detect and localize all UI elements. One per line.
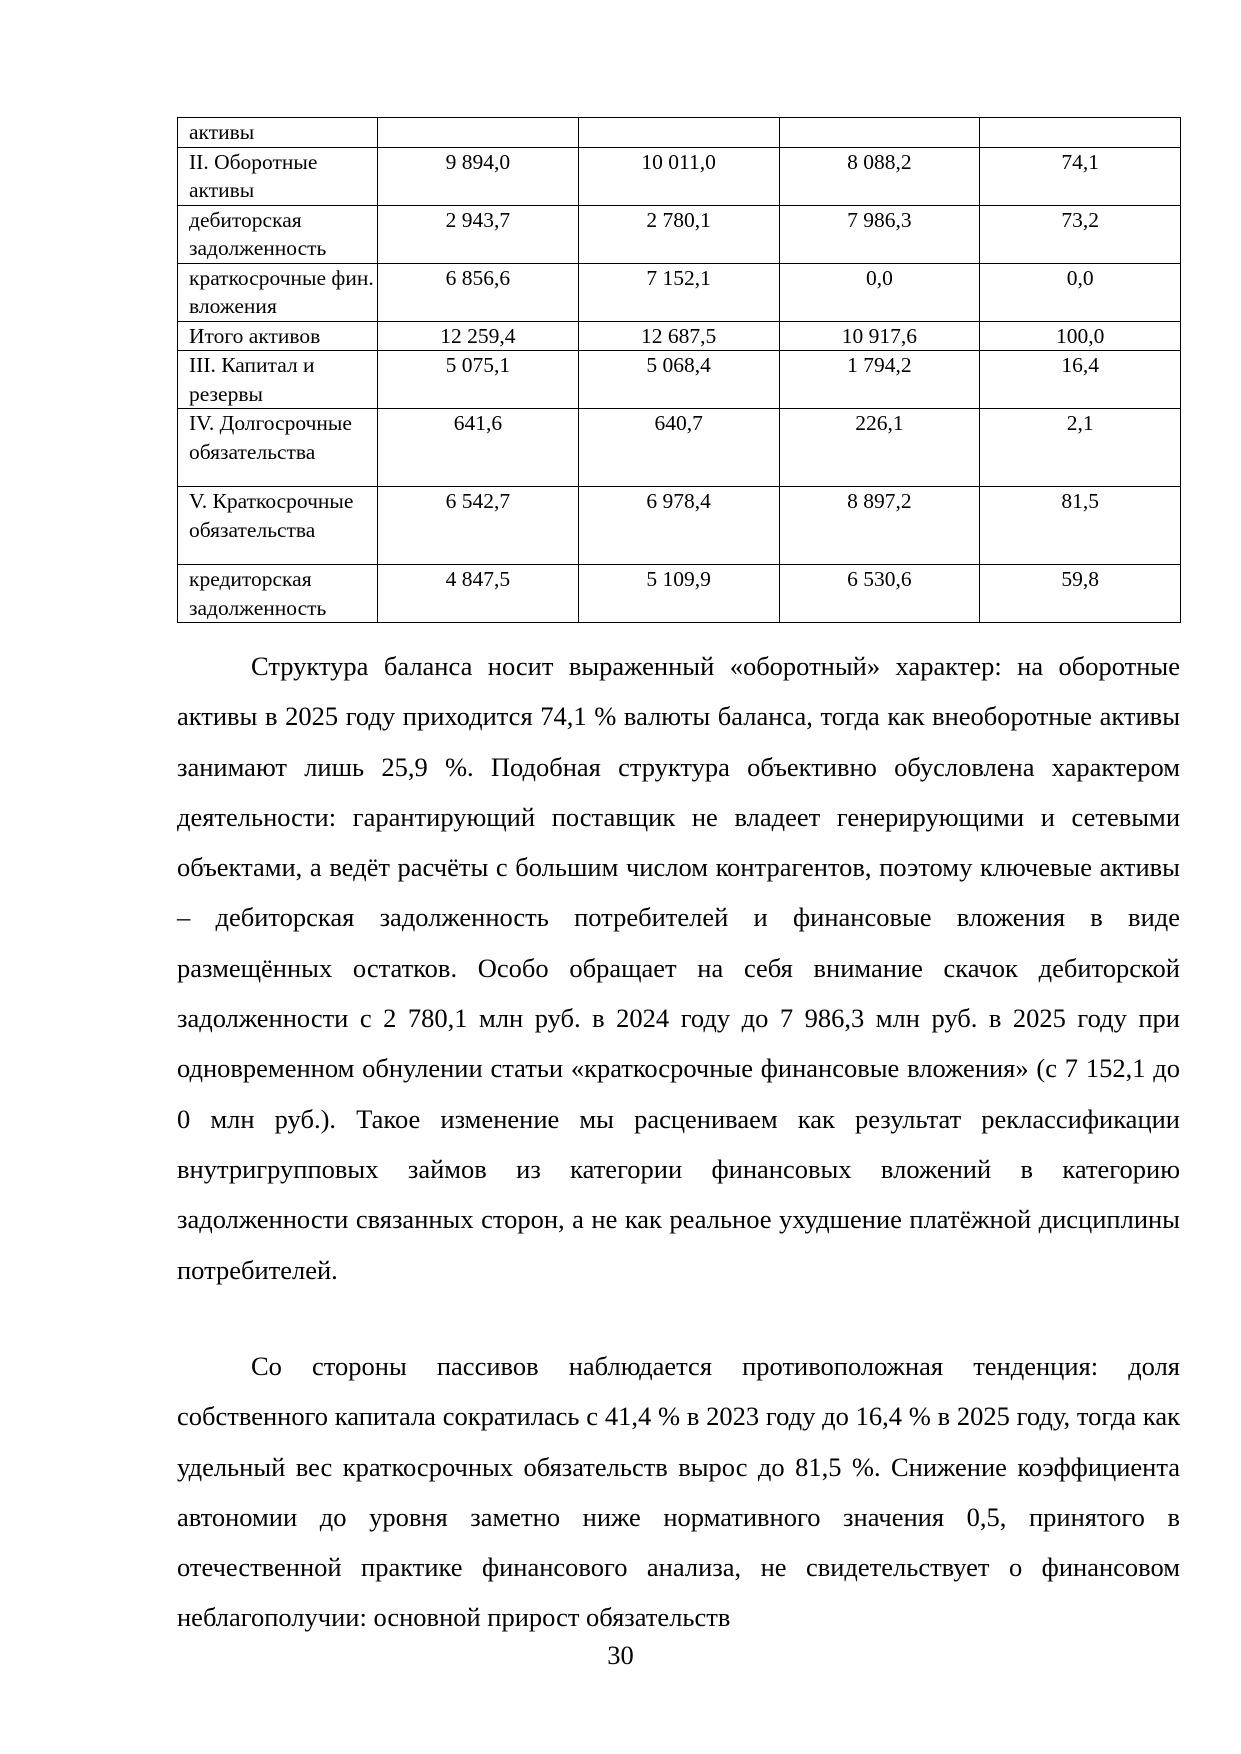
- value-cell: 226,1: [779, 409, 980, 487]
- table-row: [178, 205, 1181, 263]
- value-cell: 100,0: [980, 321, 1181, 351]
- value-cell: 9 894,0: [378, 147, 579, 205]
- table-row: [178, 147, 1181, 205]
- row-label-cell: II. Оборотные активы: [178, 147, 378, 205]
- value-cell: 59,8: [980, 565, 1181, 623]
- value-cell: 5 109,9: [578, 565, 779, 623]
- value-cell: 641,6: [378, 409, 579, 487]
- row-label-cell: Итого активов: [178, 321, 378, 351]
- value-cell: 73,2: [980, 205, 1181, 263]
- table-row: [178, 409, 1181, 487]
- body-text-block-2: [177, 1341, 1180, 1643]
- value-cell: 640,7: [578, 409, 779, 487]
- row-label-cell: активы: [178, 118, 378, 148]
- value-cell: 6 978,4: [578, 487, 779, 565]
- value-cell: [578, 118, 779, 148]
- table-row: [178, 565, 1181, 623]
- value-cell: 6 530,6: [779, 565, 980, 623]
- row-label-cell: краткосрочные фин. вложения: [178, 263, 378, 321]
- value-cell: [378, 118, 579, 148]
- value-cell: 16,4: [980, 351, 1181, 409]
- value-cell: 5 068,4: [578, 351, 779, 409]
- value-cell: 6 856,6: [378, 263, 579, 321]
- table-row: [178, 263, 1181, 321]
- paragraph-balance-structure: Структура баланса носит выраженный «оборотный» характер: на оборотные активы в 2025 году приходится 74,1 % валюты баланса, тогда как внеоборотные активы занимают лишь 25,9 %. Подобная структура объективно обусловлена характером деятельности: гарантирующий поставщик не владеет генерирующими и сетевыми объектами, а ведёт расчёты с большим числом контрагентов, поэтому ключевые активы – дебиторская задолженность потребителей и финансовые вложения в виде размещённых остатков. Особо обращает на себя внимание скачок дебиторской задолженности с 2 780,1 млн руб. в 2024 году до 7 986,3 млн руб. в 2025 году при одновременном обнулении статьи «краткосрочные финансовые вложения» (с 7 152,1 до 0 млн руб.). Такое изменение мы расцениваем как результат реклассификации внутригрупповых займов из категории финансовых вложений в категорию задолженности связанных сторон, а не как реальное ухудшение платёжной дисциплины потребителей.: [177, 651, 1180, 1285]
- value-cell: 0,0: [779, 263, 980, 321]
- balance-table: [177, 117, 1181, 623]
- value-cell: [779, 118, 980, 148]
- value-cell: 74,1: [980, 147, 1181, 205]
- row-label-cell: IV. Долгосрочные обязательства: [178, 409, 378, 487]
- row-label-cell: дебиторская задолженность: [178, 205, 378, 263]
- value-cell: 2,1: [980, 409, 1181, 487]
- paragraph-liabilities: Со стороны пассивов наблюдается противоположная тенденция: доля собственного капитала сократилась с 41,4 % в 2023 году до 16,4 % в 2025 году, тогда как удельный вес краткосрочных обязательств вырос до 81,5 %. Снижение коэффициента автономии до уровня заметно ниже нормативного значения 0,5, принятого в отечественной практике финансового анализа, не свидетельствует о финансовом неблагополучии: основной прирост обязательств: [177, 1351, 1180, 1633]
- table-row: [178, 321, 1181, 351]
- row-label-cell: V. Краткосрочные обязательства: [178, 487, 378, 565]
- row-label-cell: III. Капитал и резервы: [178, 351, 378, 409]
- value-cell: 81,5: [980, 487, 1181, 565]
- body-text-block-1: [177, 641, 1180, 1295]
- balance-table-body: [178, 118, 1181, 623]
- value-cell: 12 259,4: [378, 321, 579, 351]
- value-cell: 1 794,2: [779, 351, 980, 409]
- value-cell: 8 897,2: [779, 487, 980, 565]
- value-cell: 8 088,2: [779, 147, 980, 205]
- row-label-cell: кредиторская задолженность: [178, 565, 378, 623]
- value-cell: 7 986,3: [779, 205, 980, 263]
- value-cell: 10 917,6: [779, 321, 980, 351]
- table-row: [178, 118, 1181, 148]
- value-cell: 2 780,1: [578, 205, 779, 263]
- value-cell: 2 943,7: [378, 205, 579, 263]
- value-cell: 7 152,1: [578, 263, 779, 321]
- value-cell: 0,0: [980, 263, 1181, 321]
- value-cell: 6 542,7: [378, 487, 579, 565]
- value-cell: 5 075,1: [378, 351, 579, 409]
- value-cell: 10 011,0: [578, 147, 779, 205]
- page-number: 30: [607, 1640, 634, 1670]
- value-cell: [980, 118, 1181, 148]
- value-cell: 4 847,5: [378, 565, 579, 623]
- table-row: [178, 487, 1181, 565]
- value-cell: 12 687,5: [578, 321, 779, 351]
- table-row: [178, 351, 1181, 409]
